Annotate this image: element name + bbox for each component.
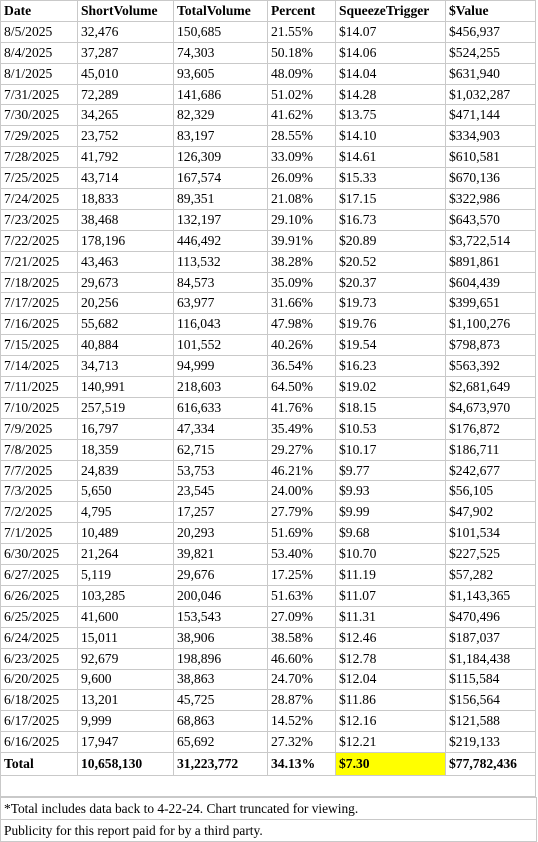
cell-value: $631,940 bbox=[446, 63, 536, 84]
cell-squeeze-trigger: $19.73 bbox=[336, 293, 446, 314]
cell-percent: 41.76% bbox=[268, 397, 336, 418]
cell-date: 7/23/2025 bbox=[1, 209, 78, 230]
table-row bbox=[1, 147, 536, 168]
cell-percent: 24.70% bbox=[268, 669, 336, 690]
cell-value: $2,681,649 bbox=[446, 377, 536, 398]
cell-total-volume: 89,351 bbox=[174, 189, 268, 210]
cell-total-volume: 53,753 bbox=[174, 460, 268, 481]
cell-percent: 14.52% bbox=[268, 711, 336, 732]
cell-percent: 28.87% bbox=[268, 690, 336, 711]
cell-value: $891,861 bbox=[446, 251, 536, 272]
cell-date: 7/31/2025 bbox=[1, 84, 78, 105]
table-row bbox=[1, 397, 536, 418]
cell-percent: 21.08% bbox=[268, 189, 336, 210]
cell-value: $456,937 bbox=[446, 21, 536, 42]
cell-short-volume: 16,797 bbox=[78, 418, 174, 439]
cell-value: $670,136 bbox=[446, 168, 536, 189]
cell-percent: 39.91% bbox=[268, 230, 336, 251]
table-row bbox=[1, 585, 536, 606]
cell-date: 6/23/2025 bbox=[1, 648, 78, 669]
cell-date: 6/20/2025 bbox=[1, 669, 78, 690]
cell-total-volume: 116,043 bbox=[174, 314, 268, 335]
cell-short-volume: 18,359 bbox=[78, 439, 174, 460]
cell-percent: 27.09% bbox=[268, 606, 336, 627]
cell-squeeze-trigger: $12.04 bbox=[336, 669, 446, 690]
header-squeeze-trigger: SqueezeTrigger bbox=[336, 1, 446, 22]
cell-date: 7/2/2025 bbox=[1, 502, 78, 523]
cell-squeeze-trigger: $18.15 bbox=[336, 397, 446, 418]
cell-date: 7/1/2025 bbox=[1, 523, 78, 544]
cell-total-volume: 39,821 bbox=[174, 544, 268, 565]
cell-date: 7/25/2025 bbox=[1, 168, 78, 189]
cell-percent: 35.09% bbox=[268, 272, 336, 293]
cell-value: $187,037 bbox=[446, 627, 536, 648]
cell-short-volume: 92,679 bbox=[78, 648, 174, 669]
cell-short-volume: 9,999 bbox=[78, 711, 174, 732]
cell-date: 8/5/2025 bbox=[1, 21, 78, 42]
table-row bbox=[1, 627, 536, 648]
cell-squeeze-trigger: $13.75 bbox=[336, 105, 446, 126]
cell-percent: 64.50% bbox=[268, 377, 336, 398]
cell-value: $56,105 bbox=[446, 481, 536, 502]
cell-percent: 46.60% bbox=[268, 648, 336, 669]
cell-squeeze-trigger: $17.15 bbox=[336, 189, 446, 210]
cell-squeeze-trigger: $12.21 bbox=[336, 732, 446, 753]
cell-percent: 51.63% bbox=[268, 585, 336, 606]
cell-squeeze-trigger: $11.31 bbox=[336, 606, 446, 627]
total-value: $77,782,436 bbox=[446, 753, 536, 776]
cell-short-volume: 4,795 bbox=[78, 502, 174, 523]
cell-squeeze-trigger: $10.17 bbox=[336, 439, 446, 460]
cell-percent: 51.02% bbox=[268, 84, 336, 105]
cell-squeeze-trigger: $20.52 bbox=[336, 251, 446, 272]
cell-total-volume: 113,532 bbox=[174, 251, 268, 272]
cell-total-volume: 74,303 bbox=[174, 42, 268, 63]
cell-total-volume: 68,863 bbox=[174, 711, 268, 732]
cell-total-volume: 94,999 bbox=[174, 356, 268, 377]
cell-total-volume: 141,686 bbox=[174, 84, 268, 105]
cell-percent: 28.55% bbox=[268, 126, 336, 147]
cell-date: 6/16/2025 bbox=[1, 732, 78, 753]
cell-short-volume: 5,650 bbox=[78, 481, 174, 502]
cell-short-volume: 34,713 bbox=[78, 356, 174, 377]
cell-short-volume: 15,011 bbox=[78, 627, 174, 648]
table-row bbox=[1, 418, 536, 439]
cell-total-volume: 65,692 bbox=[174, 732, 268, 753]
cell-value: $322,986 bbox=[446, 189, 536, 210]
cell-date: 6/18/2025 bbox=[1, 690, 78, 711]
cell-squeeze-trigger: $19.02 bbox=[336, 377, 446, 398]
cell-total-volume: 20,293 bbox=[174, 523, 268, 544]
cell-date: 6/25/2025 bbox=[1, 606, 78, 627]
cell-squeeze-trigger: $10.70 bbox=[336, 544, 446, 565]
cell-squeeze-trigger: $9.77 bbox=[336, 460, 446, 481]
cell-value: $563,392 bbox=[446, 356, 536, 377]
table-row bbox=[1, 335, 536, 356]
cell-short-volume: 41,792 bbox=[78, 147, 174, 168]
cell-total-volume: 200,046 bbox=[174, 585, 268, 606]
cell-value: $186,711 bbox=[446, 439, 536, 460]
cell-total-volume: 63,977 bbox=[174, 293, 268, 314]
cell-value: $399,651 bbox=[446, 293, 536, 314]
spacer-row bbox=[1, 776, 536, 797]
cell-short-volume: 18,833 bbox=[78, 189, 174, 210]
cell-percent: 40.26% bbox=[268, 335, 336, 356]
header-value: $Value bbox=[446, 1, 536, 22]
cell-date: 7/30/2025 bbox=[1, 105, 78, 126]
cell-squeeze-trigger: $12.46 bbox=[336, 627, 446, 648]
cell-value: $4,673,970 bbox=[446, 397, 536, 418]
cell-short-volume: 37,287 bbox=[78, 42, 174, 63]
cell-total-volume: 47,334 bbox=[174, 418, 268, 439]
cell-squeeze-trigger: $12.16 bbox=[336, 711, 446, 732]
table-row bbox=[1, 377, 536, 398]
cell-total-volume: 126,309 bbox=[174, 147, 268, 168]
cell-short-volume: 72,289 bbox=[78, 84, 174, 105]
cell-date: 8/1/2025 bbox=[1, 63, 78, 84]
table-row bbox=[1, 42, 536, 63]
cell-value: $242,677 bbox=[446, 460, 536, 481]
cell-date: 6/26/2025 bbox=[1, 585, 78, 606]
cell-short-volume: 29,673 bbox=[78, 272, 174, 293]
total-short-volume: 10,658,130 bbox=[78, 753, 174, 776]
table-body bbox=[1, 21, 536, 752]
cell-short-volume: 43,714 bbox=[78, 168, 174, 189]
cell-squeeze-trigger: $11.86 bbox=[336, 690, 446, 711]
cell-total-volume: 218,603 bbox=[174, 377, 268, 398]
cell-date: 7/28/2025 bbox=[1, 147, 78, 168]
cell-date: 7/11/2025 bbox=[1, 377, 78, 398]
cell-value: $219,133 bbox=[446, 732, 536, 753]
cell-squeeze-trigger: $19.54 bbox=[336, 335, 446, 356]
cell-date: 7/17/2025 bbox=[1, 293, 78, 314]
cell-total-volume: 150,685 bbox=[174, 21, 268, 42]
cell-value: $1,100,276 bbox=[446, 314, 536, 335]
cell-squeeze-trigger: $20.37 bbox=[336, 272, 446, 293]
cell-short-volume: 178,196 bbox=[78, 230, 174, 251]
table-row bbox=[1, 84, 536, 105]
note-line-1: *Total includes data back to 4-22-24. Chart truncated for viewing. bbox=[1, 797, 536, 819]
cell-squeeze-trigger: $14.28 bbox=[336, 84, 446, 105]
cell-squeeze-trigger: $19.76 bbox=[336, 314, 446, 335]
table-row bbox=[1, 669, 536, 690]
cell-total-volume: 17,257 bbox=[174, 502, 268, 523]
cell-squeeze-trigger: $10.53 bbox=[336, 418, 446, 439]
cell-percent: 31.66% bbox=[268, 293, 336, 314]
cell-percent: 24.00% bbox=[268, 481, 336, 502]
cell-total-volume: 23,545 bbox=[174, 481, 268, 502]
cell-squeeze-trigger: $16.23 bbox=[336, 356, 446, 377]
cell-squeeze-trigger: $14.04 bbox=[336, 63, 446, 84]
cell-value: $176,872 bbox=[446, 418, 536, 439]
cell-squeeze-trigger: $14.61 bbox=[336, 147, 446, 168]
cell-short-volume: 24,839 bbox=[78, 460, 174, 481]
table-row bbox=[1, 230, 536, 251]
cell-value: $470,496 bbox=[446, 606, 536, 627]
cell-value: $610,581 bbox=[446, 147, 536, 168]
header-percent: Percent bbox=[268, 1, 336, 22]
total-squeeze-trigger: $7.30 bbox=[336, 753, 446, 776]
cell-short-volume: 13,201 bbox=[78, 690, 174, 711]
table-row bbox=[1, 732, 536, 753]
cell-date: 8/4/2025 bbox=[1, 42, 78, 63]
cell-squeeze-trigger: $11.19 bbox=[336, 565, 446, 586]
cell-value: $47,902 bbox=[446, 502, 536, 523]
cell-percent: 38.58% bbox=[268, 627, 336, 648]
cell-percent: 27.79% bbox=[268, 502, 336, 523]
cell-date: 7/21/2025 bbox=[1, 251, 78, 272]
cell-total-volume: 38,863 bbox=[174, 669, 268, 690]
cell-percent: 38.28% bbox=[268, 251, 336, 272]
table-row bbox=[1, 63, 536, 84]
cell-short-volume: 23,752 bbox=[78, 126, 174, 147]
table-row bbox=[1, 565, 536, 586]
cell-short-volume: 103,285 bbox=[78, 585, 174, 606]
cell-short-volume: 34,265 bbox=[78, 105, 174, 126]
table-row bbox=[1, 460, 536, 481]
notes-block bbox=[0, 797, 537, 842]
cell-percent: 21.55% bbox=[268, 21, 336, 42]
table-row bbox=[1, 711, 536, 732]
spacer-cell bbox=[1, 776, 536, 797]
cell-short-volume: 40,884 bbox=[78, 335, 174, 356]
cell-short-volume: 257,519 bbox=[78, 397, 174, 418]
cell-percent: 29.27% bbox=[268, 439, 336, 460]
cell-short-volume: 55,682 bbox=[78, 314, 174, 335]
cell-squeeze-trigger: $20.89 bbox=[336, 230, 446, 251]
table-row bbox=[1, 439, 536, 460]
cell-date: 6/17/2025 bbox=[1, 711, 78, 732]
cell-date: 7/3/2025 bbox=[1, 481, 78, 502]
cell-short-volume: 38,468 bbox=[78, 209, 174, 230]
cell-value: $227,525 bbox=[446, 544, 536, 565]
table-row bbox=[1, 126, 536, 147]
cell-short-volume: 45,010 bbox=[78, 63, 174, 84]
header-date: Date bbox=[1, 1, 78, 22]
cell-total-volume: 83,197 bbox=[174, 126, 268, 147]
table-row bbox=[1, 648, 536, 669]
cell-short-volume: 41,600 bbox=[78, 606, 174, 627]
cell-value: $524,255 bbox=[446, 42, 536, 63]
cell-squeeze-trigger: $15.33 bbox=[336, 168, 446, 189]
cell-percent: 17.25% bbox=[268, 565, 336, 586]
cell-short-volume: 20,256 bbox=[78, 293, 174, 314]
cell-date: 7/10/2025 bbox=[1, 397, 78, 418]
cell-percent: 29.10% bbox=[268, 209, 336, 230]
cell-percent: 36.54% bbox=[268, 356, 336, 377]
cell-date: 6/30/2025 bbox=[1, 544, 78, 565]
cell-percent: 50.18% bbox=[268, 42, 336, 63]
cell-date: 6/24/2025 bbox=[1, 627, 78, 648]
table-row bbox=[1, 209, 536, 230]
cell-total-volume: 38,906 bbox=[174, 627, 268, 648]
cell-squeeze-trigger: $14.07 bbox=[336, 21, 446, 42]
header-short-volume: ShortVolume bbox=[78, 1, 174, 22]
cell-total-volume: 167,574 bbox=[174, 168, 268, 189]
cell-short-volume: 17,947 bbox=[78, 732, 174, 753]
cell-value: $57,282 bbox=[446, 565, 536, 586]
cell-total-volume: 93,605 bbox=[174, 63, 268, 84]
cell-value: $1,032,287 bbox=[446, 84, 536, 105]
table-row bbox=[1, 189, 536, 210]
table-row bbox=[1, 502, 536, 523]
cell-squeeze-trigger: $9.68 bbox=[336, 523, 446, 544]
cell-percent: 47.98% bbox=[268, 314, 336, 335]
cell-date: 7/7/2025 bbox=[1, 460, 78, 481]
cell-short-volume: 5,119 bbox=[78, 565, 174, 586]
table-row bbox=[1, 272, 536, 293]
cell-total-volume: 62,715 bbox=[174, 439, 268, 460]
cell-percent: 51.69% bbox=[268, 523, 336, 544]
cell-value: $1,143,365 bbox=[446, 585, 536, 606]
cell-squeeze-trigger: $14.06 bbox=[336, 42, 446, 63]
table-row bbox=[1, 606, 536, 627]
cell-squeeze-trigger: $9.93 bbox=[336, 481, 446, 502]
total-label: Total bbox=[1, 753, 78, 776]
cell-percent: 46.21% bbox=[268, 460, 336, 481]
cell-short-volume: 43,463 bbox=[78, 251, 174, 272]
cell-value: $121,588 bbox=[446, 711, 536, 732]
header-total-volume: TotalVolume bbox=[174, 1, 268, 22]
cell-percent: 41.62% bbox=[268, 105, 336, 126]
table-row bbox=[1, 690, 536, 711]
cell-value: $115,584 bbox=[446, 669, 536, 690]
cell-total-volume: 153,543 bbox=[174, 606, 268, 627]
cell-date: 7/18/2025 bbox=[1, 272, 78, 293]
cell-squeeze-trigger: $11.07 bbox=[336, 585, 446, 606]
cell-squeeze-trigger: $14.10 bbox=[336, 126, 446, 147]
cell-short-volume: 10,489 bbox=[78, 523, 174, 544]
cell-total-volume: 29,676 bbox=[174, 565, 268, 586]
cell-squeeze-trigger: $9.99 bbox=[336, 502, 446, 523]
cell-short-volume: 140,991 bbox=[78, 377, 174, 398]
total-percent: 34.13% bbox=[268, 753, 336, 776]
cell-value: $798,873 bbox=[446, 335, 536, 356]
cell-date: 7/8/2025 bbox=[1, 439, 78, 460]
cell-total-volume: 45,725 bbox=[174, 690, 268, 711]
cell-value: $643,570 bbox=[446, 209, 536, 230]
cell-date: 7/29/2025 bbox=[1, 126, 78, 147]
cell-percent: 48.09% bbox=[268, 63, 336, 84]
table-row bbox=[1, 21, 536, 42]
cell-total-volume: 198,896 bbox=[174, 648, 268, 669]
table-row bbox=[1, 251, 536, 272]
cell-value: $604,439 bbox=[446, 272, 536, 293]
total-total-volume: 31,223,772 bbox=[174, 753, 268, 776]
table-row bbox=[1, 293, 536, 314]
cell-value: $3,722,514 bbox=[446, 230, 536, 251]
table-row bbox=[1, 356, 536, 377]
cell-value: $101,534 bbox=[446, 523, 536, 544]
table-row bbox=[1, 105, 536, 126]
cell-percent: 27.32% bbox=[268, 732, 336, 753]
cell-total-volume: 84,573 bbox=[174, 272, 268, 293]
cell-percent: 53.40% bbox=[268, 544, 336, 565]
cell-short-volume: 32,476 bbox=[78, 21, 174, 42]
cell-value: $334,903 bbox=[446, 126, 536, 147]
cell-date: 6/27/2025 bbox=[1, 565, 78, 586]
table-row bbox=[1, 314, 536, 335]
total-row bbox=[1, 753, 536, 776]
table-row bbox=[1, 523, 536, 544]
cell-percent: 26.09% bbox=[268, 168, 336, 189]
header-row bbox=[1, 1, 536, 22]
cell-value: $1,184,438 bbox=[446, 648, 536, 669]
cell-total-volume: 101,552 bbox=[174, 335, 268, 356]
cell-total-volume: 446,492 bbox=[174, 230, 268, 251]
cell-date: 7/15/2025 bbox=[1, 335, 78, 356]
cell-short-volume: 9,600 bbox=[78, 669, 174, 690]
cell-date: 7/16/2025 bbox=[1, 314, 78, 335]
cell-squeeze-trigger: $12.78 bbox=[336, 648, 446, 669]
cell-date: 7/22/2025 bbox=[1, 230, 78, 251]
cell-total-volume: 132,197 bbox=[174, 209, 268, 230]
cell-short-volume: 21,264 bbox=[78, 544, 174, 565]
note-line-2: Publicity for this report paid for by a third party. bbox=[1, 819, 536, 841]
cell-date: 7/14/2025 bbox=[1, 356, 78, 377]
cell-percent: 35.49% bbox=[268, 418, 336, 439]
cell-total-volume: 82,329 bbox=[174, 105, 268, 126]
cell-squeeze-trigger: $16.73 bbox=[336, 209, 446, 230]
table-row bbox=[1, 544, 536, 565]
cell-value: $156,564 bbox=[446, 690, 536, 711]
cell-date: 7/24/2025 bbox=[1, 189, 78, 210]
cell-date: 7/9/2025 bbox=[1, 418, 78, 439]
cell-percent: 33.09% bbox=[268, 147, 336, 168]
table-row bbox=[1, 168, 536, 189]
cell-value: $471,144 bbox=[446, 105, 536, 126]
cell-total-volume: 616,633 bbox=[174, 397, 268, 418]
table-row bbox=[1, 481, 536, 502]
